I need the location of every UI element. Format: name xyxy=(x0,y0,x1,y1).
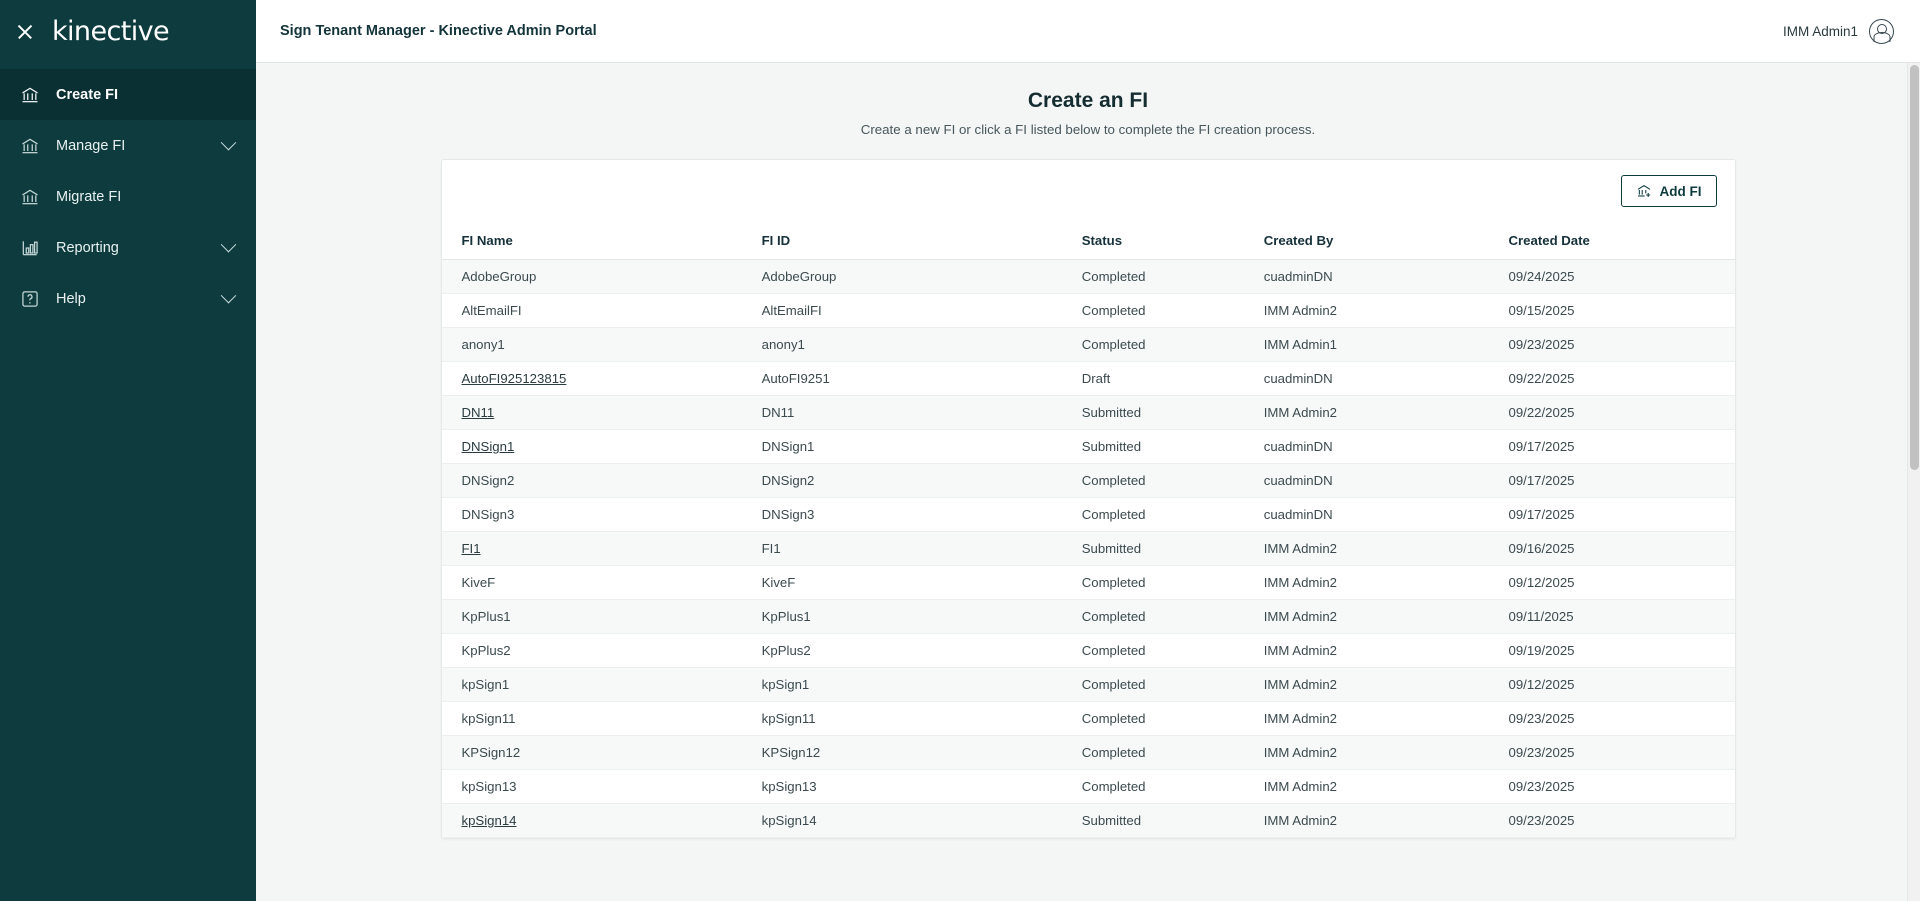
cell-fi-name: AltEmailFI xyxy=(442,294,762,328)
cell-fi-name: anony1 xyxy=(442,328,762,362)
sidebar-item-label: Create FI xyxy=(56,86,119,103)
fi-table-head xyxy=(442,222,1735,260)
cell-fi-id: KpPlus2 xyxy=(762,634,1082,668)
column-header-created-by[interactable]: Created By xyxy=(1264,222,1509,260)
cell-created-date: 09/23/2025 xyxy=(1509,702,1735,736)
add-fi-label: Add FI xyxy=(1659,183,1702,199)
topbar xyxy=(256,0,1920,63)
cell-fi-id: DN11 xyxy=(762,396,1082,430)
chevron-down-icon[interactable] xyxy=(221,237,237,253)
page-subtitle: Create a new FI or click a FI listed below to complete the FI creation process. xyxy=(860,122,1316,137)
cell-status: Completed xyxy=(1082,600,1264,634)
cell-fi-id: kpSign11 xyxy=(762,702,1082,736)
sidebar-item-label: Manage FI xyxy=(56,137,126,154)
card-toolbar xyxy=(442,160,1735,222)
cell-status: Completed xyxy=(1082,770,1264,804)
fi-name-link[interactable]: kpSign14 xyxy=(461,813,517,828)
cell-fi-name[interactable] xyxy=(442,804,762,838)
cell-created-by: IMM Admin2 xyxy=(1264,770,1509,804)
cell-status: Completed xyxy=(1082,702,1264,736)
column-header-created-date[interactable]: Created Date xyxy=(1509,222,1735,260)
brand-logo: kinective xyxy=(52,16,169,47)
cell-created-by: IMM Admin2 xyxy=(1264,634,1509,668)
cell-created-date: 09/23/2025 xyxy=(1509,804,1735,838)
cell-created-date: 09/24/2025 xyxy=(1509,260,1735,294)
chevron-down-icon[interactable] xyxy=(221,288,237,304)
cell-created-date: 09/22/2025 xyxy=(1509,396,1735,430)
add-fi-button[interactable] xyxy=(1621,175,1717,207)
cell-created-by: IMM Admin2 xyxy=(1264,532,1509,566)
cell-fi-id: KiveF xyxy=(762,566,1082,600)
table-header-row xyxy=(442,222,1735,260)
cell-fi-name[interactable] xyxy=(442,532,762,566)
cell-created-by: IMM Admin2 xyxy=(1264,804,1509,838)
main-area xyxy=(256,0,1920,901)
cell-fi-id: AdobeGroup xyxy=(762,260,1082,294)
cell-fi-name: kpSign11 xyxy=(442,702,762,736)
fi-name-link[interactable]: DN11 xyxy=(461,405,495,420)
fi-name-link[interactable]: FI1 xyxy=(461,541,481,556)
table-row[interactable] xyxy=(442,600,1735,634)
chevron-down-icon[interactable] xyxy=(221,135,237,151)
cell-created-date: 09/23/2025 xyxy=(1509,736,1735,770)
cell-created-date: 09/17/2025 xyxy=(1509,430,1735,464)
table-row[interactable] xyxy=(442,294,1735,328)
sidebar-item-help[interactable] xyxy=(0,273,256,324)
cell-status: Completed xyxy=(1082,498,1264,532)
cell-fi-name: DNSign2 xyxy=(442,464,762,498)
cell-status: Submitted xyxy=(1082,532,1264,566)
cell-fi-name[interactable] xyxy=(442,430,762,464)
cell-created-date: 09/12/2025 xyxy=(1509,668,1735,702)
table-row[interactable] xyxy=(442,736,1735,770)
content-area xyxy=(256,63,1920,901)
cell-created-by: cuadminDN xyxy=(1264,464,1509,498)
page-scrollbar[interactable] xyxy=(1907,63,1920,901)
bar-chart-icon xyxy=(20,238,40,258)
user-name-label: IMM Admin1 xyxy=(1782,23,1858,39)
bank-icon xyxy=(20,187,40,207)
fi-name-link[interactable]: AutoFI925123815 xyxy=(461,371,567,386)
scrollbar-thumb[interactable] xyxy=(1910,65,1919,470)
cell-fi-id: FI1 xyxy=(762,532,1082,566)
cell-created-by: IMM Admin2 xyxy=(1264,736,1509,770)
cell-created-by: cuadminDN xyxy=(1264,260,1509,294)
table-row[interactable] xyxy=(442,566,1735,600)
cell-status: Completed xyxy=(1082,464,1264,498)
cell-fi-id: AutoFI9251 xyxy=(762,362,1082,396)
cell-fi-id: kpSign14 xyxy=(762,804,1082,838)
page-header-title: Sign Tenant Manager - Kinective Admin Portal xyxy=(280,23,597,39)
sidebar-nav xyxy=(0,69,256,324)
table-row[interactable] xyxy=(442,532,1735,566)
cell-created-by: IMM Admin2 xyxy=(1264,396,1509,430)
cell-created-by: IMM Admin1 xyxy=(1264,328,1509,362)
cell-fi-name: kpSign13 xyxy=(442,770,762,804)
cell-created-date: 09/17/2025 xyxy=(1509,498,1735,532)
cell-fi-name: KpPlus2 xyxy=(442,634,762,668)
cell-fi-name: KiveF xyxy=(442,566,762,600)
sidebar-item-manage-fi[interactable] xyxy=(0,120,256,171)
cell-created-by: IMM Admin2 xyxy=(1264,294,1509,328)
cell-fi-name: KPSign12 xyxy=(442,736,762,770)
cell-status: Completed xyxy=(1082,260,1264,294)
cell-status: Submitted xyxy=(1082,804,1264,838)
cell-status: Completed xyxy=(1082,328,1264,362)
fi-list-card xyxy=(441,159,1736,839)
cell-created-by: IMM Admin2 xyxy=(1264,668,1509,702)
cell-created-date: 09/23/2025 xyxy=(1509,328,1735,362)
table-row[interactable] xyxy=(442,328,1735,362)
cell-fi-name: AdobeGroup xyxy=(442,260,762,294)
fi-table-body xyxy=(442,260,1735,838)
table-row[interactable] xyxy=(442,804,1735,838)
cell-status: Completed xyxy=(1082,736,1264,770)
sidebar-item-create-fi[interactable] xyxy=(0,69,256,120)
topbar-user-area xyxy=(1783,19,1894,44)
table-row[interactable] xyxy=(442,702,1735,736)
cell-created-date: 09/12/2025 xyxy=(1509,566,1735,600)
cell-fi-name: KpPlus1 xyxy=(442,600,762,634)
cell-fi-id: DNSign3 xyxy=(762,498,1082,532)
cell-created-by: IMM Admin2 xyxy=(1264,600,1509,634)
cell-status: Completed xyxy=(1082,634,1264,668)
cell-status: Submitted xyxy=(1082,396,1264,430)
sidebar-item-reporting[interactable] xyxy=(0,222,256,273)
fi-name-link[interactable]: DNSign1 xyxy=(461,439,515,454)
column-header-status[interactable]: Status xyxy=(1082,222,1264,260)
cell-created-date: 09/22/2025 xyxy=(1509,362,1735,396)
cell-created-by: IMM Admin2 xyxy=(1264,566,1509,600)
column-header-fi-name[interactable]: FI Name xyxy=(442,222,762,260)
cell-fi-id: AltEmailFI xyxy=(762,294,1082,328)
cell-fi-id: DNSign1 xyxy=(762,430,1082,464)
cell-fi-id: kpSign1 xyxy=(762,668,1082,702)
cell-created-date: 09/15/2025 xyxy=(1509,294,1735,328)
cell-created-by: cuadminDN xyxy=(1264,498,1509,532)
table-row[interactable] xyxy=(442,464,1735,498)
table-row[interactable] xyxy=(442,770,1735,804)
cell-created-date: 09/23/2025 xyxy=(1509,770,1735,804)
cell-created-date: 09/16/2025 xyxy=(1509,532,1735,566)
cell-fi-id: anony1 xyxy=(762,328,1082,362)
cell-fi-id: kpSign13 xyxy=(762,770,1082,804)
table-row[interactable] xyxy=(442,498,1735,532)
bank-icon xyxy=(20,85,40,105)
cell-created-by: IMM Admin2 xyxy=(1264,702,1509,736)
user-avatar-icon[interactable] xyxy=(1869,19,1894,44)
cell-status: Completed xyxy=(1082,294,1264,328)
sidebar-item-label: Reporting xyxy=(56,239,119,256)
table-row[interactable] xyxy=(442,260,1735,294)
sidebar-item-migrate-fi[interactable] xyxy=(0,171,256,222)
cell-status: Completed xyxy=(1082,668,1264,702)
sidebar-header xyxy=(0,0,256,63)
cell-fi-name[interactable] xyxy=(442,362,762,396)
cell-status: Draft xyxy=(1082,362,1264,396)
cell-fi-id: KpPlus1 xyxy=(762,600,1082,634)
table-row[interactable] xyxy=(442,634,1735,668)
sidebar-item-label: Help xyxy=(56,290,86,307)
cell-created-by: cuadminDN xyxy=(1264,430,1509,464)
cell-created-date: 09/11/2025 xyxy=(1509,600,1735,634)
page-title: Create an FI xyxy=(1027,89,1149,112)
cell-fi-id: KPSign12 xyxy=(762,736,1082,770)
cell-status: Completed xyxy=(1082,566,1264,600)
close-icon[interactable] xyxy=(14,21,36,43)
cell-fi-name: DNSign3 xyxy=(442,498,762,532)
column-header-fi-id[interactable]: FI ID xyxy=(762,222,1082,260)
bank-plus-icon xyxy=(1636,183,1652,199)
cell-status: Submitted xyxy=(1082,430,1264,464)
fi-table xyxy=(442,222,1735,838)
cell-fi-name[interactable] xyxy=(442,396,762,430)
sidebar xyxy=(0,0,256,901)
cell-created-date: 09/17/2025 xyxy=(1509,464,1735,498)
table-row[interactable] xyxy=(442,668,1735,702)
sidebar-item-label: Migrate FI xyxy=(56,188,122,205)
table-row[interactable] xyxy=(442,430,1735,464)
cell-fi-name: kpSign1 xyxy=(442,668,762,702)
cell-fi-id: DNSign2 xyxy=(762,464,1082,498)
bank-icon xyxy=(20,136,40,156)
cell-created-by: cuadminDN xyxy=(1264,362,1509,396)
table-row[interactable] xyxy=(442,396,1735,430)
table-row[interactable] xyxy=(442,362,1735,396)
cell-created-date: 09/19/2025 xyxy=(1509,634,1735,668)
help-icon xyxy=(20,289,40,309)
